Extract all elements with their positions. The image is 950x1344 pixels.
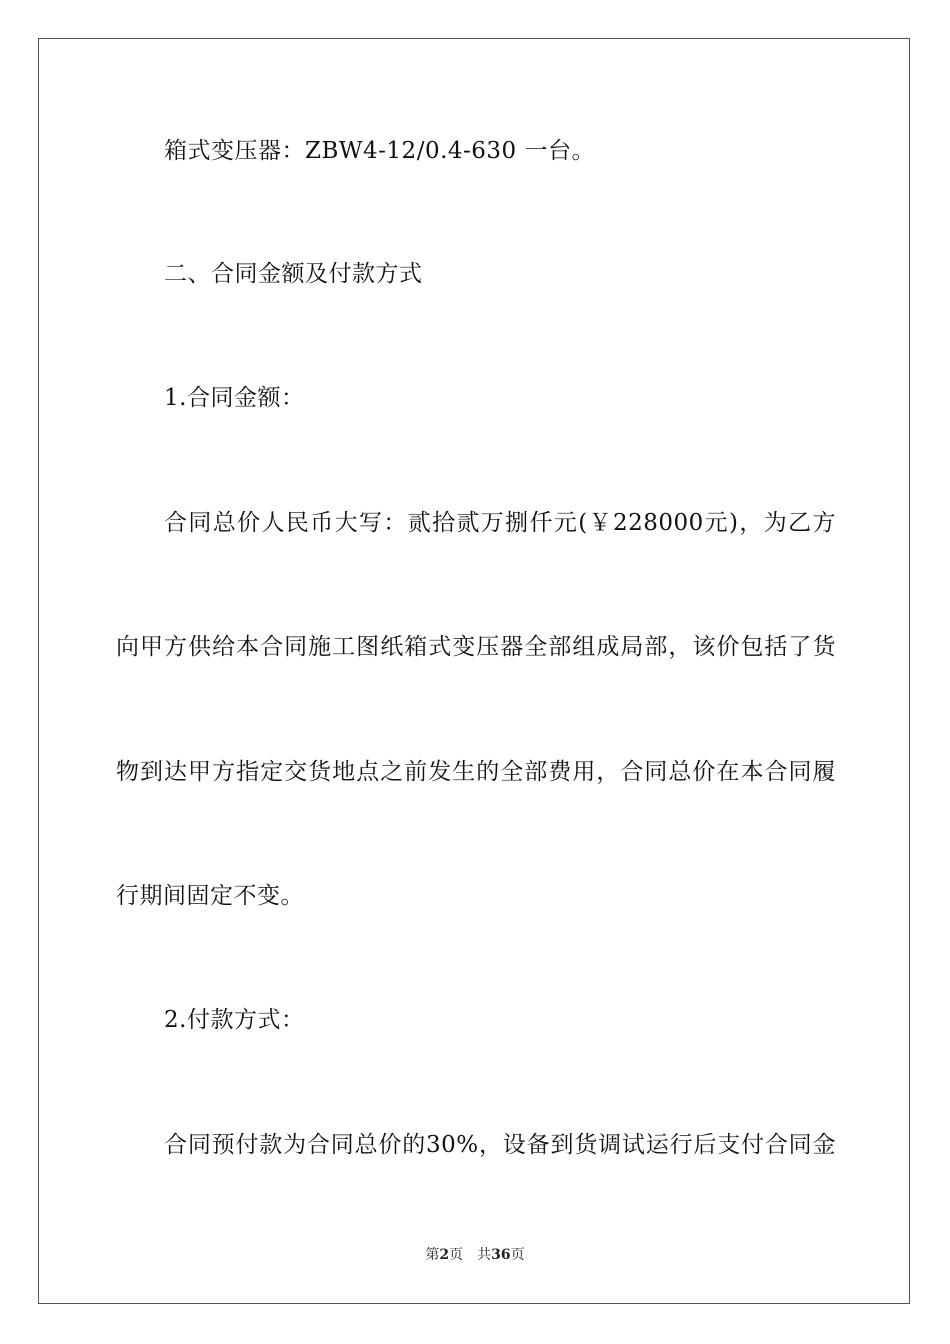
total-prefix: 共 [477, 1247, 492, 1263]
total-suffix: 页 [510, 1247, 525, 1263]
page-border [38, 38, 910, 1304]
subsection-heading-amount: 1.合同金额： [164, 385, 305, 411]
subsection-heading-payment: 2.付款方式： [164, 1007, 305, 1033]
equipment-line: 箱式变压器：ZBW4-12/0.4-630 一台。 [164, 138, 596, 164]
page-footer [0, 1247, 950, 1263]
page-suffix: 页 [449, 1247, 464, 1263]
paragraph-line: 合同预付款为合同总价的30%，设备到货调试运行后支付合同金 [164, 1132, 836, 1158]
page-number: 2 [439, 1247, 450, 1263]
paragraph-line: 行期间固定不变。 [116, 883, 304, 909]
total-pages: 36 [491, 1247, 511, 1263]
paragraph-line: 物到达甲方指定交货地点之前发生的全部费用，合同总价在本合同履 [116, 759, 836, 785]
paragraph-line: 向甲方供给本合同施工图纸箱式变压器全部组成局部，该价包括了货 [116, 634, 836, 660]
section-heading: 二、合同金额及付款方式 [164, 261, 423, 287]
paragraph-line: 合同总价人民币大写：贰拾贰万捌仟元(￥228000元)，为乙方 [164, 510, 836, 536]
page-prefix: 第 [425, 1247, 440, 1263]
